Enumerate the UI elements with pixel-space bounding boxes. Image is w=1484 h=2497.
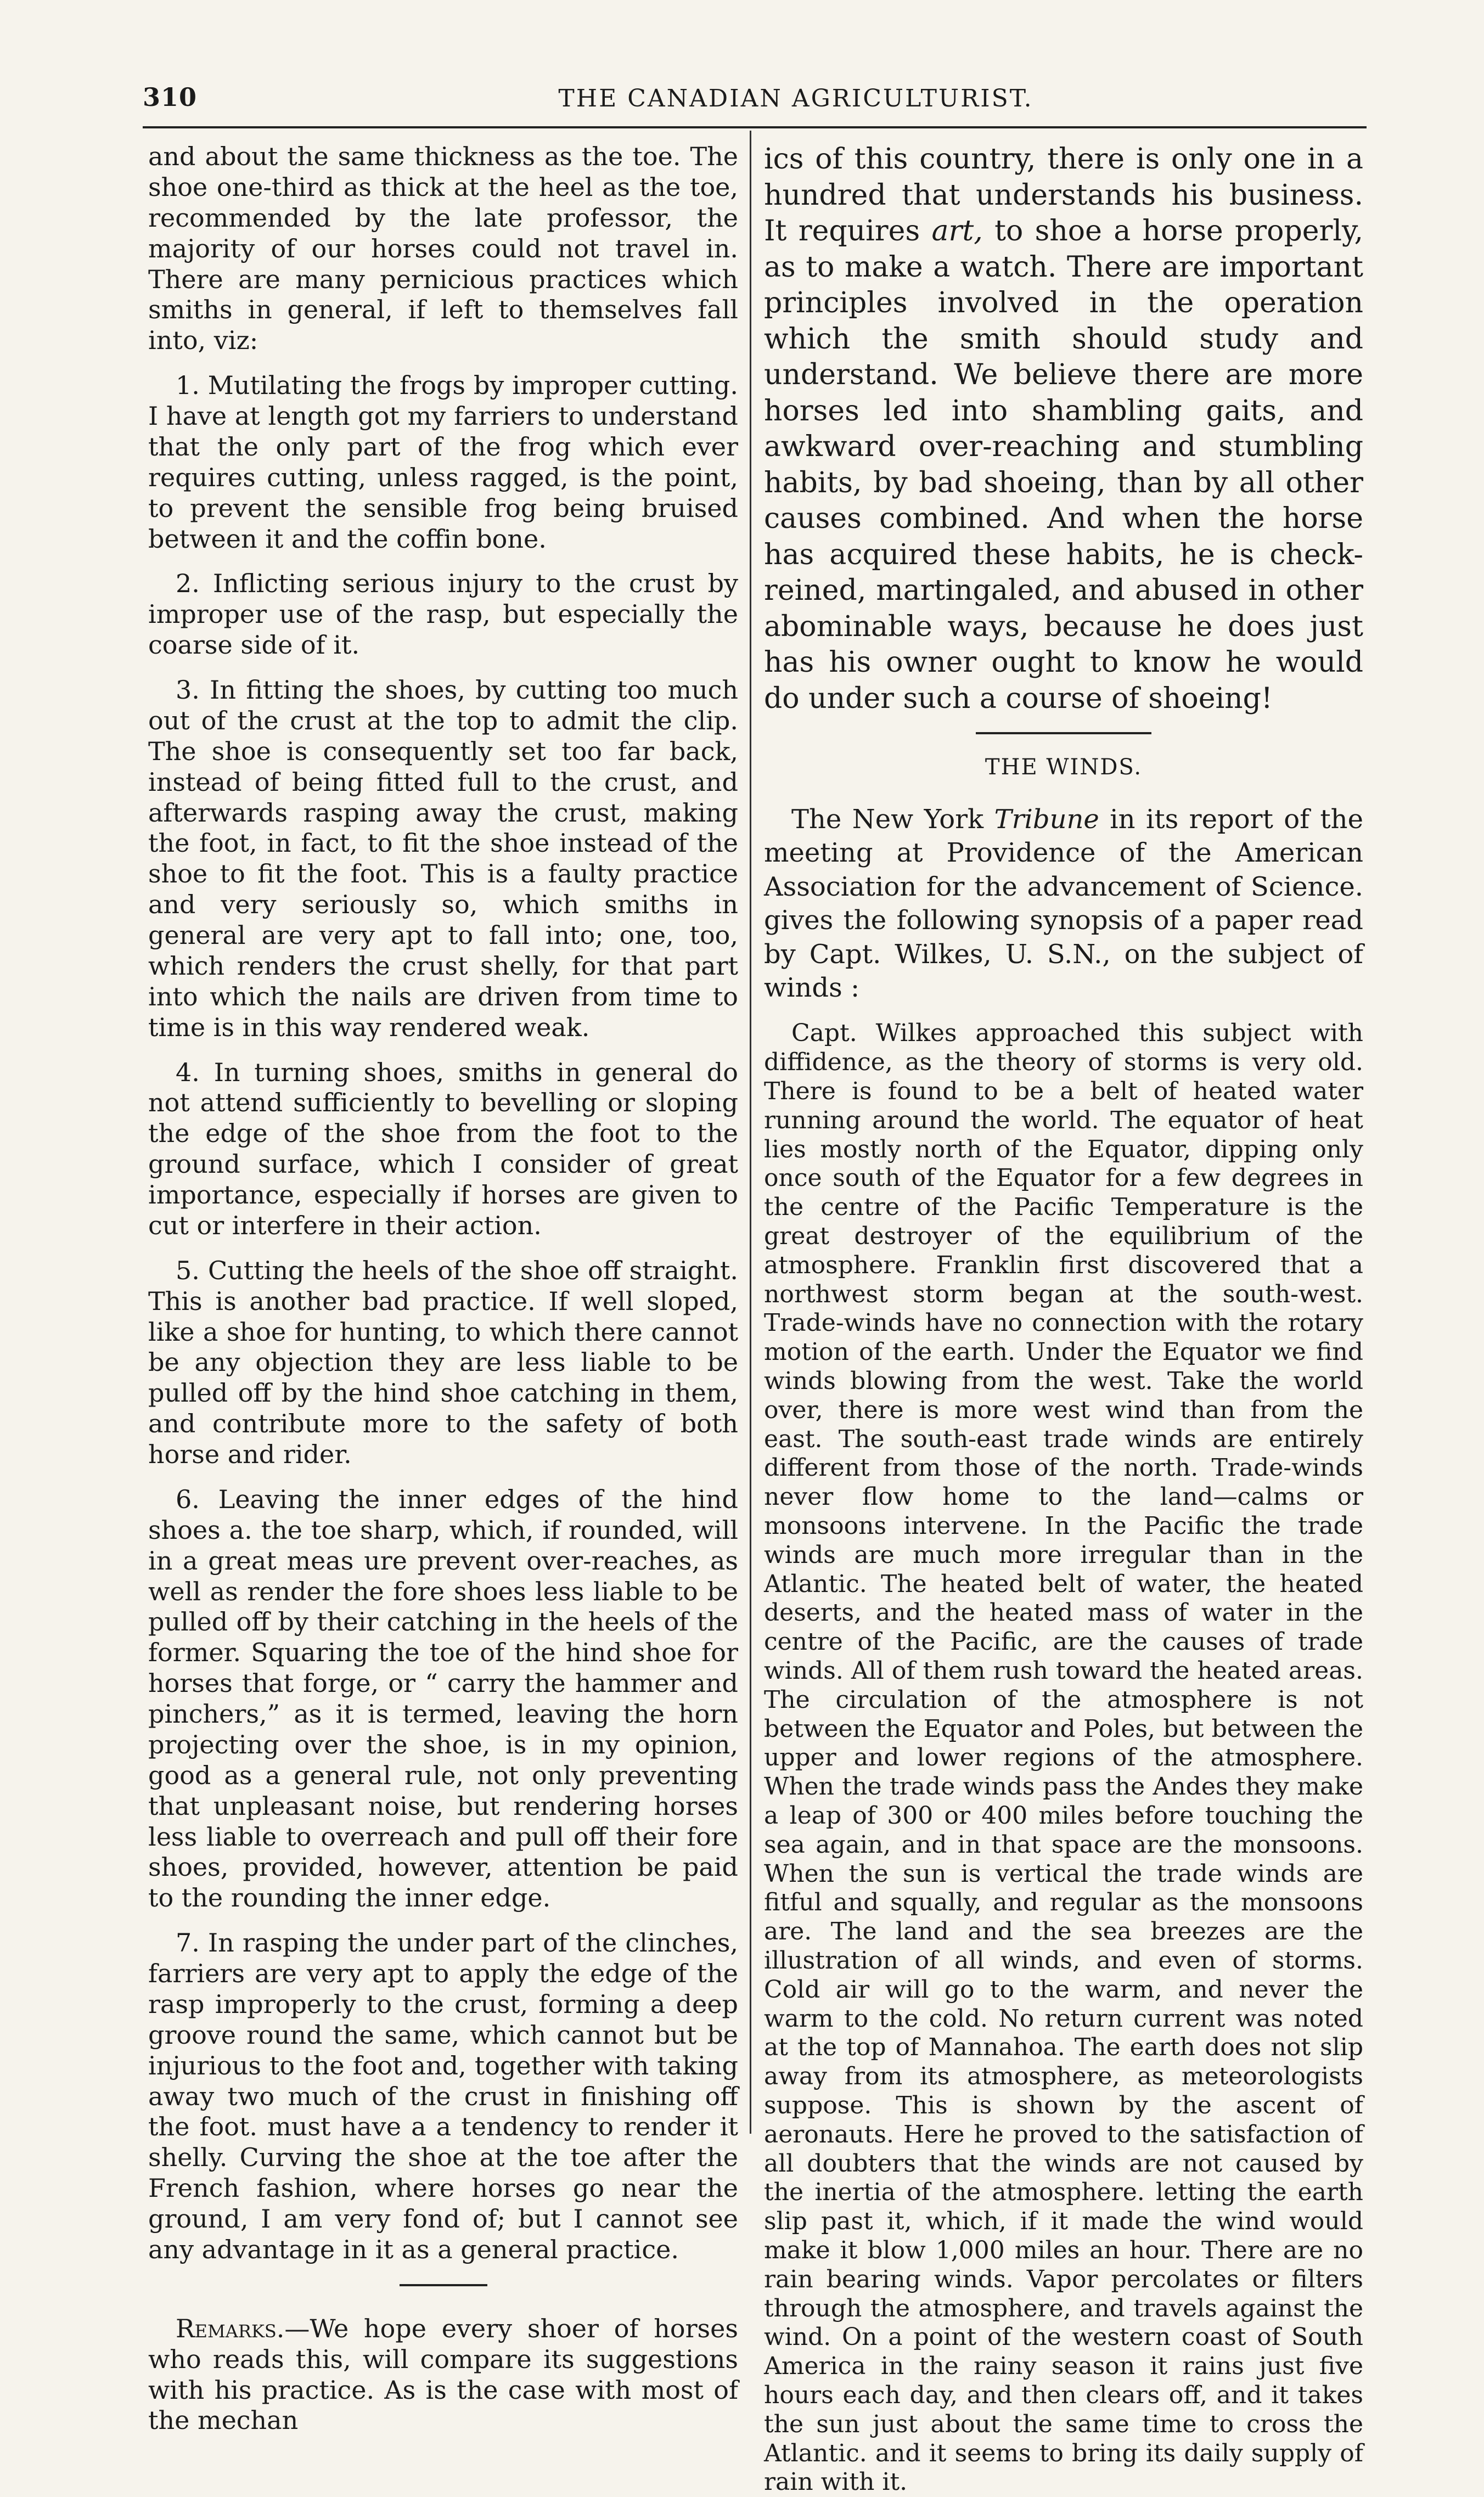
right-column [764, 142, 1364, 2496]
section-rule [400, 2284, 487, 2286]
continuation-text-start: ics of this country, there is only one in a hundred that understands his business. It requires [764, 143, 1363, 248]
continuation-text-end: to shoe a horse properly, as to make a watch. There are important principles involved in the operation which the smith should study and understand. We believe there are more horses led into shambling gaits, and awkward over-reaching and stumbling habits, by bad shoeing, than by all other causes combined. And when the horse has acquired these habits, he is check-reined, martingaled, and abused in other abominable ways, because he does just has his owner ought to know he would do under such a course of shoeing! [764, 215, 1363, 715]
column-divider [750, 131, 751, 2134]
winds-body: Capt. Wilkes approached this subject with diffidence, as the theory of storms is very old. There is found to be a belt of heated water running around the world. The equator of heat lies mostly north of the Equator, dipping only once south of the Equator for a few degrees in the centre of the Pacific Temperature is the great destroyer of the equilibrium of the atmosphere. Franklin first discovered that a northwest storm began at the south-west. Trade-winds have no connection with the rotary motion of the earth. Under the Equator we find winds blowing from the west. Take the world over, there is more west wind than from the east. The south-east trade winds are entirely different from those of the north. Trade-winds never flow home to the land—calms or monsoons intervene. In the Pacific the trade winds are much more irregular than in the Atlantic. The heated belt of water, the heated deserts, and the heated mass of water in the centre of the Pacific, are the causes of trade winds. All of them rush toward the heated areas. The circulation of the atmosphere is not between the Equator and Poles, but between the upper and lower regions of the atmosphere. When the trade winds pass the Andes they make a leap of 300 or 400 miles before touching the sea again, and in that space are the monsoons. When the sun is vertical the trade winds are fitful and squally, and regular as the monsoons are. The land and the sea breezes are the illustration of all winds, and even of storms. Cold air will go to the warm, and never the warm to the cold. No return current was noted at the top of Mannahoa. The earth does not slip away from its atmosphere, as meteorologists suppose. This is shown by the ascent of aeronauts. Here he proved to the satisfaction of all doubters that the winds are not caused by the inertia of the atmosphere. letting the earth slip past it, which, if it made the wind would make it blow 1,000 miles an hour. There are no rain bearing winds. Vapor percolates or filters through the atmosphere, and travels against the wind. On a point of the western coast of South America in the rainy season it rains just five hours each day, and then clears off, and it takes the sun just about the same time to cross the Atlantic. and it seems to bring its daily supply of rain with it. [764, 1019, 1363, 2496]
remarks-paragraph [148, 2314, 738, 2437]
winds-intro [764, 803, 1363, 1005]
continuation-emphasis: art, [931, 215, 983, 248]
paragraph-item-6: 6. Leaving the inner edges of the hind shoes a. the toe sharp, which, if rounded, will in a great meas ure prevent over-reaches, as well as render the fore shoes less liable to be pulled off by their catching in the heels of the former. Squaring the toe of the hind shoe for horses that forge, or “ carry the hammer and pinchers,” as it is termed, leaving the horn projecting over the shoe, is in my opinion, good as a general rule, not only preventing that unpleasant noise, but rendering horses less liable to overreach and pull off their fore shoes, provided, however, attention be paid to the rounding the inner edge. [148, 1484, 738, 1913]
remarks-continuation [764, 142, 1363, 717]
paragraph-item-7: 7. In rasping the under part of the clinches, farriers are very apt to apply the edge of the rasp improperly to the crust, forming a deep groove round the same, which cannot but be injurious to the foot and, together with taking away two much of the crust in finishing off the foot. must have a a tendency to render it shelly. Curving the shoe at the toe after the French fashion, where horses go near the ground, I am very fond of; but I cannot see any advantage in it as a general practice. [148, 1928, 738, 2264]
intro-text-start: The New York [791, 803, 994, 835]
remarks-label: Remarks. [176, 2313, 285, 2343]
left-column [148, 142, 738, 2436]
page-header [143, 82, 1367, 121]
running-title: THE CANADIAN AGRICULTURIST. [558, 85, 1033, 113]
paragraph-intro: and about the same thickness as the toe. The shoe one-third as thick at the heel as the toe, recommended by the late professor, the majority of our horses could not travel in. There are many pernicious practices which smiths in general, if left to themselves fall into, viz: [148, 142, 738, 356]
intro-text-end: in its report of the meeting at Providence of the American Association for the advancement of Science. gives the following synopsis of a paper read by Capt. Wilkes, U. S.N., on the subject of winds : [764, 803, 1364, 1004]
header-rule [143, 126, 1367, 128]
intro-newspaper-name: Tribune [994, 803, 1099, 835]
paragraph-item-4: 4. In turning shoes, smiths in general do not attend sufficiently to bevelling or sloping the edge of the shoe from the foot to the ground surface, which I consider of great importance, especially if horses are given to cut or interfere in their action. [148, 1057, 738, 1240]
section-rule [976, 732, 1151, 734]
section-title: THE WINDS. [985, 755, 1143, 780]
page-number: 310 [143, 82, 198, 112]
paragraph-item-5: 5. Cutting the heels of the shoe off straight. This is another bad practice. If well sloped, like a shoe for hunting, to which there cannot be any objection they are less liable to be pulled off by the hind shoe catching in them, and contribute more to the safety of both horse and rider. [148, 1255, 738, 1469]
remarks-text: —We hope every shoer of horses who reads this, will compare its suggestions with his practice. As is the case with most of the mechan [148, 2313, 738, 2436]
paragraph-item-3: 3. In fitting the shoes, by cutting too much out of the crust at the top to admit the clip. The shoe is consequently set too far back, instead of being fitted full to the crust, and afterwards rasping away the crust, making the foot, in fact, to fit the shoe instead of the shoe to fit the foot. This is a faulty practice and very seriously so, which smiths in general are very apt to fall into; one, too, which renders the crust shelly, for that part into which the nails are driven from time to time is in this way rendered weak. [148, 675, 738, 1042]
paragraph-item-1: 1. Mutilating the frogs by improper cutting. I have at length got my farriers to understand that the only part of the frog which ever requires cutting, unless ragged, is the point, to prevent the sensible frog being bruised between it and the coffin bone. [148, 370, 738, 554]
paragraph-item-2: 2. Inflicting serious injury to the crust by improper use of the rasp, but especially the coarse side of it. [148, 569, 738, 660]
